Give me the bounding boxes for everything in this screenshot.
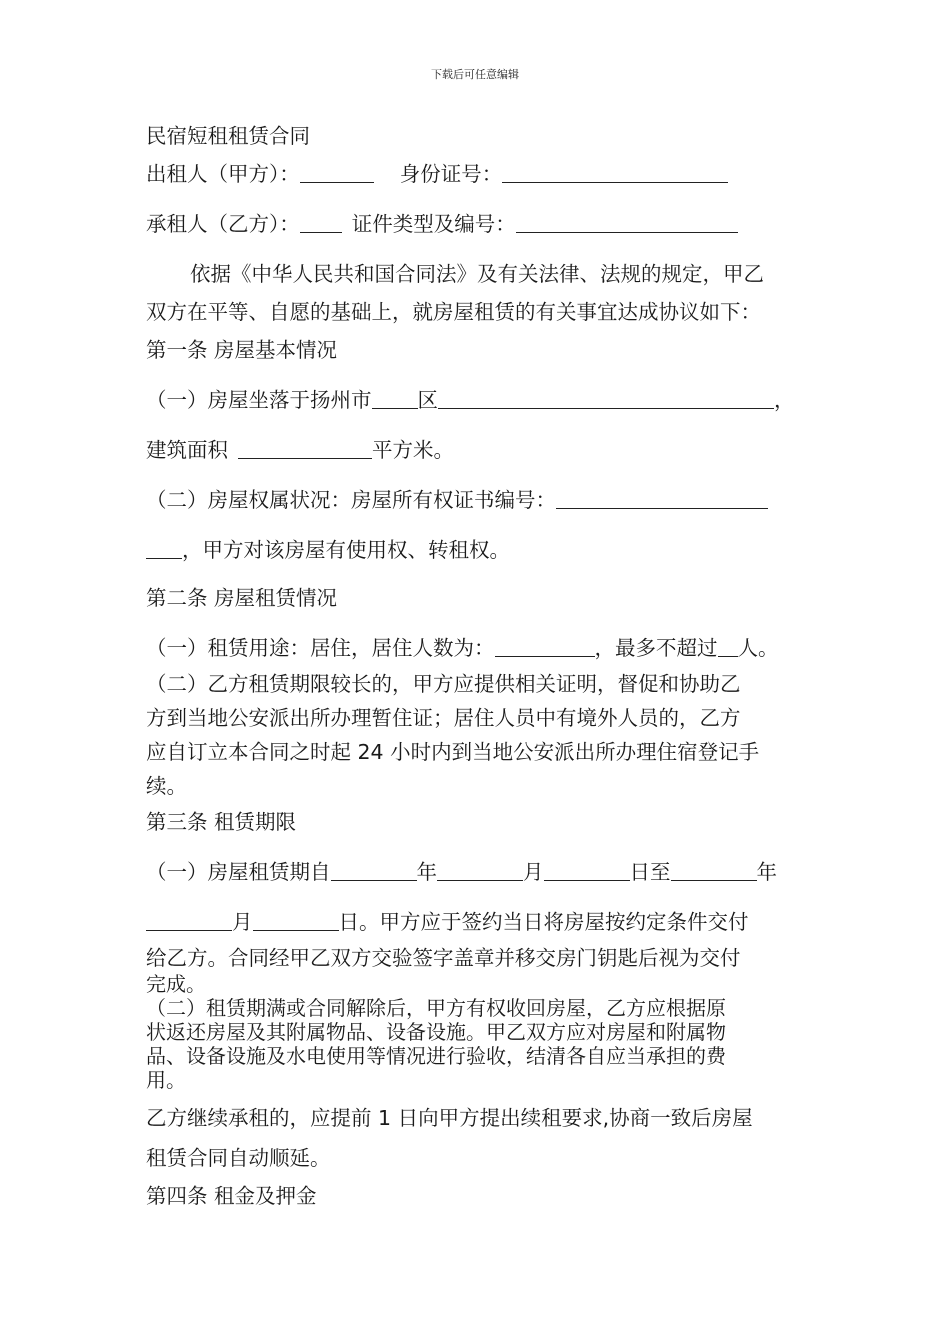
lessor-id-blank[interactable] [502,162,728,183]
lessee-name-blank[interactable] [300,212,342,233]
year-unit: 年 [416,860,437,884]
registration-line-3: 应自订立本合同之时起 24 小时内到当地公安派出所办理住宿登记手 [146,740,760,764]
address-comma: ， [774,388,795,412]
lessee-cert-label: 证件类型及编号： [351,212,516,236]
delivery-text: 日。甲方应于签约当日将房屋按约定条件交付 [338,910,749,934]
start-day-blank[interactable] [544,860,630,881]
district-label: 区 [417,388,438,412]
ownership-line [146,486,768,514]
page-header: 下载后可任意编辑 [431,68,519,81]
address-blank[interactable] [438,388,774,409]
term-line-3: 给乙方。合同经甲乙双方交验签字盖章并移交房门钥匙后视为交付 [146,946,741,970]
year-unit: 年 [756,860,777,884]
persons-unit: 人。 [737,636,779,660]
lessee-label: 承租人（乙方）： [146,212,300,236]
lessor-label: 出租人（甲方）： [146,162,300,186]
residents-blank[interactable] [495,636,595,657]
document-title: 民宿短租租赁合同 [146,124,310,148]
certificate-blank-cont[interactable] [146,538,182,559]
end-day-blank[interactable] [253,910,339,931]
ownership-label: （二）房屋权属状况：房屋所有权证书编号： [146,488,556,512]
term-line-2 [146,908,749,936]
renewal-line-1: 乙方继续承租的，应提前 1 日向甲方提出续租要求,协商一致后房屋 [146,1106,753,1130]
article-3-heading: 第三条 租赁期限 [146,810,297,834]
end-month-blank[interactable] [146,910,232,931]
month-unit: 月 [232,910,253,934]
article-2-heading: 第二条 房屋租赁情况 [146,586,338,610]
max-label: ，最多不超过 [594,636,718,660]
usage-line [146,634,779,662]
lessor-line [146,160,728,188]
ownership-line-2 [146,536,510,564]
address-label: （一）房屋坐落于扬州市 [146,388,372,412]
article-4-heading: 第四条 租金及押金 [146,1184,317,1208]
registration-line-4: 续。 [146,774,187,798]
address-line [146,386,795,414]
term-line-1 [146,858,777,886]
start-year-blank[interactable] [331,860,417,881]
day-to-label: 日至 [629,860,671,884]
preamble-line-1: 依据《中华人民共和国合同法》及有关法律、法规的规定，甲乙 [190,262,764,286]
preamble-line-2: 双方在平等、自愿的基础上，就房屋租赁的有关事宜达成协议如下： [146,300,761,324]
district-blank[interactable] [372,388,418,409]
usage-label: （一）租赁用途：居住，居住人数为： [146,636,495,660]
term-line-4: 完成。 [146,972,206,996]
certificate-blank[interactable] [556,488,768,509]
return-line-3: 品、设备设施及水电使用等情况进行验收，结清各自应当承担的费 [146,1044,726,1068]
registration-line-2: 方到当地公安派出所办理暂住证；居住人员中有境外人员的，乙方 [146,706,741,730]
lessee-line [146,210,738,238]
lessor-name-blank[interactable] [300,162,374,183]
registration-line-1: （二）乙方租赁期限较长的，甲方应提供相关证明，督促和协助乙 [146,672,741,696]
max-blank[interactable] [718,636,738,657]
area-label: 建筑面积 [146,438,228,462]
lessee-cert-blank[interactable] [516,212,738,233]
return-line-2: 状返还房屋及其附属物品、设备设施。甲乙双方应对房屋和附属物 [146,1020,726,1044]
term-label: （一）房屋租赁期自 [146,860,331,884]
month-unit: 月 [523,860,544,884]
ownership-rights: ，甲方对该房屋有使用权、转租权。 [182,538,510,562]
end-year-blank[interactable] [671,860,757,881]
area-line [146,436,454,464]
return-line-4: 用。 [146,1068,186,1092]
return-line-1: （二）租赁期满或合同解除后，甲方有权收回房屋，乙方应根据原 [146,996,726,1020]
area-blank[interactable] [238,438,372,459]
renewal-line-2: 租赁合同自动顺延。 [146,1146,331,1170]
article-1-heading: 第一条 房屋基本情况 [146,338,338,362]
area-unit: 平方米。 [372,438,454,462]
start-month-blank[interactable] [437,860,523,881]
lessor-id-label: 身份证号： [399,162,503,186]
